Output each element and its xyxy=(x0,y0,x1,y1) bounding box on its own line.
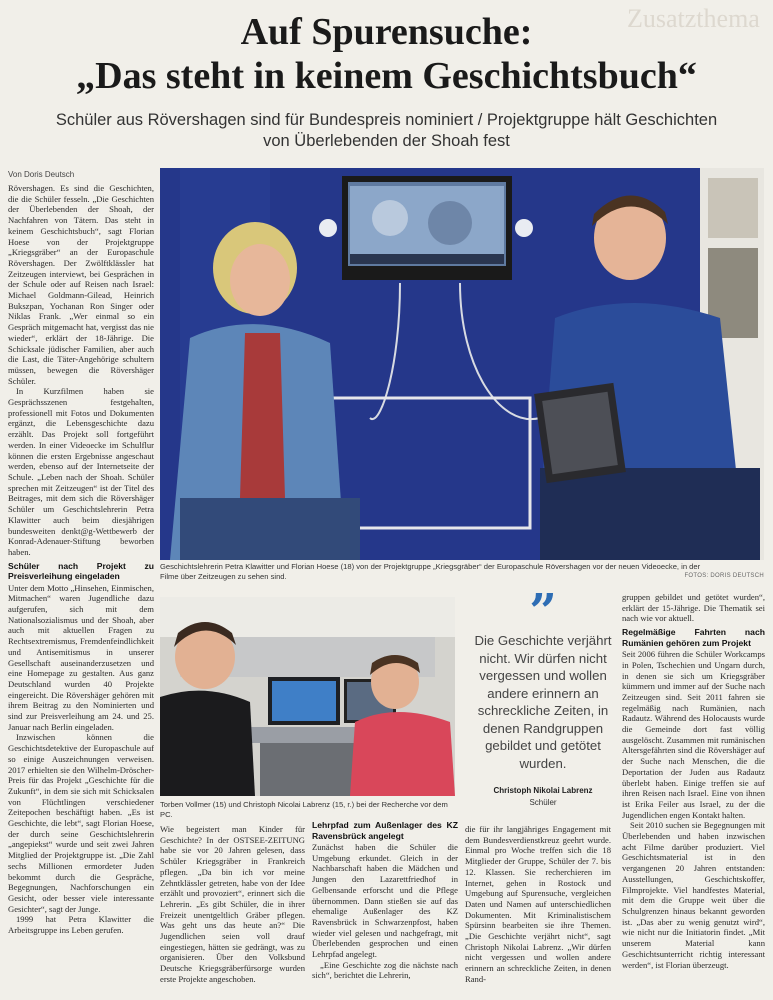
article-column-2 xyxy=(160,824,305,985)
ghost-heading: Zusatzthema xyxy=(627,4,760,33)
subheading: Lehrpfad zum Außenlager des KZ Ravensbrück angelegt xyxy=(312,820,458,841)
photo-credit: FOTOS: DORIS DEUTSCH xyxy=(684,573,764,579)
main-photo-caption: Geschichtslehrerin Petra Klawitter und Florian Hoese (18) von der Projektgruppe „Kriegsgräber“ der Europaschule Rövershagen vor der neuen Videoecke, in der Filme über Zeitzeugen zu sehen sind. xyxy=(160,562,701,581)
quote-author-role: Schüler xyxy=(529,798,557,807)
paragraph: Seit 2006 führen die Schüler Workcamps in Polen, Tschechien und Ungarn durch, in denen sie sich um Kriegsgräber kümmern und immer auf der Suche nach Zeitzeugen sind. Seit 2011 fahren sie regelmäßig nach Rumänien, nach Radautz. Während des Holocausts wurde die Gemeinde dort fast völlig ausgelöscht. Zusammen mit rumänischen Altersgefährten sind die Rövershäger auf der Suche nach Menschen, die die Deportation der Juden aus Radautz überlebt haben. Einige treffen sie auf ihren Reisen nach Israel. Eine von ihnen ist Erika Feiler aus Israel, zu der die Jugendlichen engen Kontakt halten. xyxy=(622,649,765,820)
article-column-4 xyxy=(465,824,611,985)
second-photo xyxy=(160,597,455,796)
paragraph: Rövershagen. Es sind die Geschichten, die die Schüler fesseln. „Die Geschichten der Überlebenden der Shoah, der Nachfahren von Tätern. Das steht in keinem Geschichtsbuch“, sagt Florian Hoese von der Projektgruppe „Kriegsgräber“ an der Europaschule Rövershagen. Der Zwölftklässler hat Zeitzeugen interviewt, bei Gesprächen in der Schule oder auf Reisen nach Israel: Michael Goldmann-Gilead, Heinrich Bukszpan, Yochanan Ron Singer oder Niklas Frank. „Wer einmal so ein Gespräch mitgemacht hat, vergisst das nie wieder“, erklärt der 18-Jährige. Die Schicksale jüdischer Familien, aber auch die Last, die Täter-Angehörige schultern müssen, bewegen die Rövershäger Schüler. xyxy=(8,183,154,386)
paragraph: Seit 2010 suchen sie Begegnungen mit Überlebenden und haben inzwischen acht Filme darüber produziert. Viel Geschichtsmaterial ist in den vergangenen 20 Jahren entstanden: Ausstellungen, Geschichtskoffer, Filmprojekte. Viel handfestes Material, mit dem die Gruppe weit über die Schulgrenzen hinaus bekannt geworden ist. „Das aber zu wenig genutzt wird“, wie nicht nur die Initiatorin findet. „Mit unserem Material kann Geschichtsunterricht richtig interessant werden“, ist Florian überzeugt. xyxy=(622,820,765,970)
byline: Von Doris Deutsch xyxy=(8,170,75,179)
paragraph: „Eine Geschichte zog die nächste nach sich“, berichtet die Lehrerin, xyxy=(312,959,458,981)
headline-line-1: Auf Spurensuche: xyxy=(240,11,533,53)
subheadline-line-1: Schüler aus Rövershagen sind für Bundespreis nominiert / Projektgruppe hält Geschichten xyxy=(55,111,718,129)
paragraph: 1999 hat Petra Klawitter die Arbeitsgruppe ins Leben gerufen. xyxy=(8,914,154,936)
headline xyxy=(0,10,773,98)
second-photo-illustration xyxy=(160,597,455,796)
paragraph: gruppen gebildet und getötet wurden“, erklärt der 15-Jährige. Die Thematik sei nach wie vor aktuell. xyxy=(622,592,765,624)
paragraph: die für ihr langjähriges Engagement mit dem Bundesverdienstkreuz geehrt wurde. Einmal pro Woche treffen sich die 18 Mitglieder der Gruppe, Schüler der 7. bis 12. Klassen. Sie recherchieren im Internet, gehen in Rostock und Umgebung auf Spurensuche, vergleichen Daten und Namen auf unterschiedlichen Dokumenten. Mit Kriminalistischem Spürsinn bearbeiten sie ihre Themen. „Die Geschichte verjährt nicht“, sagt Christoph Nikolai Labrenz. „Wir dürfen nicht vergessen und wollen andere erinnern an schreckliche Zeiten, in denen Rand- xyxy=(465,824,611,984)
paragraph: In Kurzfilmen haben sie Gesprächsszenen festgehalten, professionell mit Fotos und Dokumenten ergänzt, die Lebensgeschichte dazu erzählt. Das Projekt soll fortgeführt werden. In einer Videoecke im Schulflur können die ersten Ergebnisse angeschaut werden, ebenso auf der Internetseite der Schule. „Leben nach der Shoah. Schüler sprechen mit Zeitzeugen“ ist der Titel des Beitrages, mit dem sich die Rövershäger Schüler um Geschichtslehrerin Petra Klawitter auch beim diesjährigen bundesweiten denkt@g-Wettbewerb der Konrad-Adenauer-Stiftung beworben haben. xyxy=(8,386,154,557)
subheadline-line-2: von Überlebenden der Shoah fest xyxy=(263,132,510,150)
paragraph: Wie begeistert man Kinder für Geschichte? In der OSTSEE-ZEITUNG habe sie vor 20 Jahren gelesen, dass Schüler Kriegsgräber in Frankreich pflegen. „Da bin ich vor meine Zehntklässler getreten, habe von der Idee erzählt und provoziert“, erinnert sich die Lehrerin. „Es gibt Schüler, die in ihrer Freizeit unentgeltlich Gräber pflegen. Was geht uns das heute an?“ Die Jugendlichen seien voll drauf eingestiegen, hätten sie gedrängt, was zu organisieren. Über den Volksbund Deutsche Kriegsgräberfürsorge wurden erste Projekte angeschoben. xyxy=(160,824,305,984)
subheading: Schüler nach Projekt zu Preisverleihung eingeladen xyxy=(8,560,154,582)
paragraph: Unter dem Motto „Hinsehen, Einmischen, Mitmachen“ waren Jugendliche dazu aufgerufen, sich mit dem Nationalsozialismus und der Shoah, aber auch mit aktuellen Fragen zu Rechtsextremismus, Fremdenfeindlichkeit und Antisemitismus in unserer Gesellschaft auseinanderzusetzen und eine Homepage zu gestalten. Aus ganz Deutschland wurden 40 Projekte eingereicht. Die Rövershäger gehören mit ihrem Beitrag zu den Nominierten und sind zur Preisverleihung am 24. und 25. Januar nach Berlin eingeladen. xyxy=(8,582,154,732)
headline-line-2: „Das steht in keinem Geschichtsbuch“ xyxy=(76,55,697,97)
main-photo xyxy=(160,168,764,560)
quote-author: Christoph Nikolai Labrenz xyxy=(493,786,593,795)
quote-mark-icon: ” xyxy=(529,584,557,640)
article-column-5 xyxy=(622,592,765,970)
subheadline xyxy=(0,110,773,152)
article-column-1 xyxy=(8,183,154,936)
article-column-3 xyxy=(312,820,458,981)
main-photo-illustration xyxy=(160,168,764,560)
subheading: Regelmäßige Fahrten nach Rumänien gehören zum Projekt xyxy=(622,627,765,648)
paragraph: Zunächst haben die Schüler die Umgebung erkundet. Gleich in der Nachbarschaft haben die Mädchen und Jungen den Lazarettfriedhof in Gelbensande erforscht und die Pflege übernommen. Dann stießen sie auf das ehemalige Außenlager des KZ Ravensbrück in Schwarzenpfost, haben wieder viel gelesen und nachgefragt, mit Überlebenden gesprochen und einen Lehrpfad angelegt. xyxy=(312,842,458,960)
second-photo-caption: Torben Vollmer (15) und Christoph Nicolai Labrenz (15, r.) bei der Recherche vor dem PC. xyxy=(160,800,448,819)
pull-quote xyxy=(468,584,618,807)
paragraph: Inzwischen können die Geschichtsdetektive der Europaschule auf so einige Auszeichnungen verweisen. 2017 erhielten sie den Wilhelm-Dröscher-Preis für das Projekt „Geschichte für die Zukunft“, in dem sie sich mit Schicksalen von Flüchtlingen verschiedener Zeitepochen beschäftigt haben. „Es ist Geschichte, die lebt“, sagt Florian Hoese, der durch seine Geschichtslehrerin „angepiekst“ wurde und seit zwei Jahren Mitglied der Projektgruppe ist. „Die Zahl sechs Millionen ermordeter Juden bekommt durch die Gespräche, Begegnungen, Nachforschungen ein Gesicht, oder besser viele interessante Gesichter“, sagt der Junge. xyxy=(8,732,154,914)
quote-text: Die Geschichte verjährt nicht. Wir dürfen nicht vergessen und wollen andere erinnern an schreckliche Zeiten, in denen Randgruppen gebildet und getötet wurden. xyxy=(474,633,612,771)
